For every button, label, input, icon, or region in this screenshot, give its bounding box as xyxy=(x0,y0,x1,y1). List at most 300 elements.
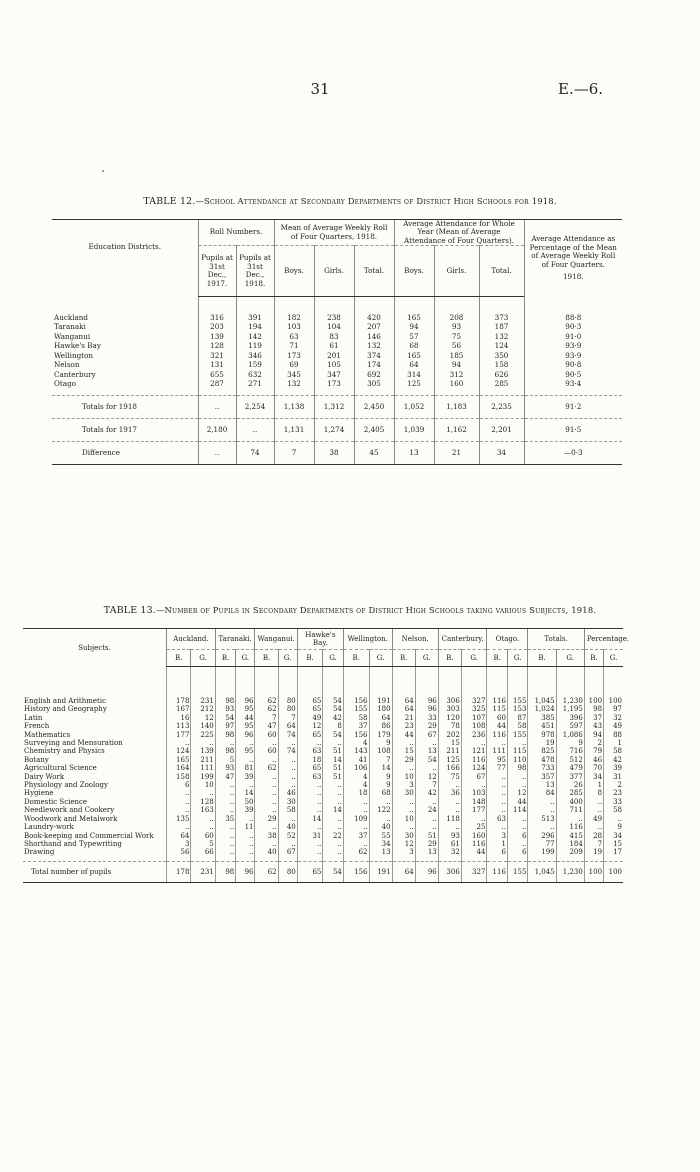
table13-cell: 98 xyxy=(215,747,236,755)
table12-cell: 374 xyxy=(354,351,394,361)
table13-subject-name: Botany xyxy=(24,755,49,764)
table12-number: TABLE 12. xyxy=(143,196,196,207)
table13-cell: 12 xyxy=(297,722,323,730)
table13-cell: 42 xyxy=(323,714,344,722)
table12-cell: 91·0 xyxy=(524,332,622,342)
table13-cell: 5 xyxy=(215,756,236,764)
table13-cell: 3 xyxy=(167,840,191,848)
table13-cell: 31 xyxy=(604,773,623,781)
table13-cell: .. xyxy=(255,773,278,781)
table13-girls-heading: G. xyxy=(604,650,623,667)
table13-cell: 285 xyxy=(556,789,584,797)
table12-cell: 345 xyxy=(274,370,314,380)
table13-cell: 32 xyxy=(438,848,461,861)
table12-cell: 208 xyxy=(434,297,479,323)
table12-cell: 346 xyxy=(236,351,274,361)
table12-cell: 314 xyxy=(394,370,434,380)
table13-cell: .. xyxy=(415,739,438,747)
table13-subject-name: Latin xyxy=(24,713,43,722)
table13-cell: 97 xyxy=(215,722,236,730)
table12-cell: —0·3 xyxy=(524,442,622,465)
table13-cell: 60 xyxy=(191,832,215,840)
table12-cell: 34 xyxy=(479,442,524,465)
table13-cell: 14 xyxy=(369,764,392,772)
table13-cell: 51 xyxy=(415,832,438,840)
table13-cell: 54 xyxy=(415,756,438,764)
table12-cell: 1,131 xyxy=(274,419,314,442)
table12-cell: 64 xyxy=(394,361,434,371)
table12-cell: 68 xyxy=(394,342,434,352)
table13-subject-name: Chemistry and Physics xyxy=(24,747,105,756)
table13-column-heading: Taranaki. xyxy=(215,629,255,650)
table13-cell: .. xyxy=(556,815,584,823)
table13-cell: 7 xyxy=(369,756,392,764)
table13-row-name xyxy=(23,731,167,739)
table13-cell: .. xyxy=(392,798,415,806)
table13-cell: 98 xyxy=(215,731,236,739)
table12-cell: 182 xyxy=(274,297,314,323)
table13-row xyxy=(23,789,623,797)
table13-total-cell: 1,045 xyxy=(528,861,556,882)
table13-cell: 74 xyxy=(278,747,297,755)
table12-row-name xyxy=(52,396,198,419)
table12-district-name: Wellington xyxy=(54,350,94,360)
table13-cell: .. xyxy=(438,781,461,789)
table13-total-cell: 116 xyxy=(487,861,508,882)
table13-row-name xyxy=(23,823,167,831)
table13-column-heading: Otago. xyxy=(487,629,528,650)
table13-cell: 153 xyxy=(507,705,528,713)
table13-cell: 121 xyxy=(461,747,487,755)
table12-cell: 692 xyxy=(354,370,394,380)
table13-cell: .. xyxy=(297,739,323,747)
table13-cell: 111 xyxy=(487,747,508,755)
table13-cell: .. xyxy=(584,823,603,831)
table12-cell: 2,254 xyxy=(236,396,274,419)
table12-cell: 13 xyxy=(394,442,434,465)
table12-cell: 1,312 xyxy=(314,396,354,419)
table13-cell: 8 xyxy=(584,789,603,797)
table13-cell: 40 xyxy=(369,823,392,831)
table13-cell: 236 xyxy=(461,731,487,739)
table13-total-cell: 65 xyxy=(297,861,323,882)
table12-district-name: Canterbury xyxy=(54,369,96,379)
table13-cell: .. xyxy=(415,823,438,831)
table13-cell: 8 xyxy=(323,722,344,730)
table13-cell: 93 xyxy=(215,705,236,713)
table13-cell: 17 xyxy=(604,848,623,861)
table13-cell: 29 xyxy=(392,756,415,764)
table13-total-cell: 64 xyxy=(392,861,415,882)
table12-row-name xyxy=(52,380,198,396)
table13-cell: .. xyxy=(297,781,323,789)
table13-girls-heading: G. xyxy=(369,650,392,667)
table13-row-name xyxy=(23,722,167,730)
table13-cell: 191 xyxy=(369,667,392,706)
table13-cell: 4 xyxy=(343,739,369,747)
table13-cell: 19 xyxy=(528,739,556,747)
table13-cell: 93 xyxy=(438,832,461,840)
table13-cell: 184 xyxy=(556,840,584,848)
table13-cell: 114 xyxy=(507,806,528,814)
table13-cell: 95 xyxy=(236,747,255,755)
table12-cell: 132 xyxy=(479,332,524,342)
table13-boys-heading: B. xyxy=(167,650,191,667)
table13-cell: 64 xyxy=(392,705,415,713)
table13-cell: 1,195 xyxy=(556,705,584,713)
table12-subheading: Boys. xyxy=(394,246,434,297)
table13-cell: .. xyxy=(528,806,556,814)
table13-cell: 2 xyxy=(604,781,623,789)
table13-cell: 32 xyxy=(604,714,623,722)
table13-cell: .. xyxy=(278,756,297,764)
table13-cell: 128 xyxy=(191,798,215,806)
table13-cell: 39 xyxy=(236,773,255,781)
table13-cell: 155 xyxy=(507,731,528,739)
table13-row-name xyxy=(23,815,167,823)
table13-cell: .. xyxy=(278,764,297,772)
table13-cell: 62 xyxy=(255,667,278,706)
table13-cell: 64 xyxy=(369,714,392,722)
table13-cell: 51 xyxy=(323,764,344,772)
table13-cell: .. xyxy=(487,781,508,789)
table13-cell: 108 xyxy=(369,747,392,755)
table13-cell: .. xyxy=(215,823,236,831)
table13-subject-name: Drawing xyxy=(24,848,55,857)
table13-cell: 6 xyxy=(507,848,528,861)
table13-subject-name: Mathematics xyxy=(24,730,71,739)
table13-cell: 9 xyxy=(556,739,584,747)
table13-total-cell: 96 xyxy=(415,861,438,882)
table12-cell: 7 xyxy=(274,442,314,465)
table13-row-name xyxy=(23,705,167,713)
table13-total-row xyxy=(23,861,623,882)
table12-cell: 63 xyxy=(274,332,314,342)
table12-district-name: Nelson xyxy=(54,360,80,370)
table13-cell: 52 xyxy=(278,832,297,840)
table13-cell: 385 xyxy=(528,714,556,722)
table13-cell: 60 xyxy=(255,747,278,755)
table13-cell: 31 xyxy=(297,832,323,840)
table13-cell: 60 xyxy=(487,714,508,722)
table12-cell: 57 xyxy=(394,332,434,342)
table12-cell: 61 xyxy=(314,342,354,352)
table12-cell: 91·5 xyxy=(524,419,622,442)
table13-cell: 116 xyxy=(461,840,487,848)
table13-row xyxy=(23,722,623,730)
table12-cell: 90·3 xyxy=(524,323,622,333)
table13-cell: 94 xyxy=(584,731,603,739)
table13-cell: 733 xyxy=(528,764,556,772)
table12-cell: 94 xyxy=(434,361,479,371)
table13-column-heading: Hawke's Bay. xyxy=(297,629,343,650)
table13-subject-name: Laundry-work xyxy=(24,823,74,832)
table13-cell: 65 xyxy=(297,705,323,713)
table13-cell: 98 xyxy=(507,764,528,772)
table12-cell: 146 xyxy=(354,332,394,342)
table13-cell: .. xyxy=(236,815,255,823)
table13-cell: .. xyxy=(343,806,369,814)
table13-cell: .. xyxy=(297,840,323,848)
table13-cell: 63 xyxy=(297,773,323,781)
table13-cell: 25 xyxy=(461,823,487,831)
table13-subject-name: Woodwork and Metalwork xyxy=(24,814,118,823)
table13-cell: .. xyxy=(297,798,323,806)
table13-row xyxy=(23,739,623,747)
table13-cell: 70 xyxy=(584,764,603,772)
table13-cell: 47 xyxy=(215,773,236,781)
table13-number: TABLE 13. xyxy=(103,605,156,616)
table12-row xyxy=(52,342,622,352)
table13-cell: 160 xyxy=(461,832,487,840)
table12-cell: 316 xyxy=(198,297,236,323)
table12-cell: 285 xyxy=(479,380,524,396)
table13-cell: .. xyxy=(528,823,556,831)
table13-cell: 44 xyxy=(507,798,528,806)
table13-cell: .. xyxy=(507,815,528,823)
table12-cell: 347 xyxy=(314,370,354,380)
table13-cell: 140 xyxy=(191,722,215,730)
table13-row xyxy=(23,848,623,861)
table13-cell: .. xyxy=(167,739,191,747)
table13-cell: 231 xyxy=(191,667,215,706)
table13-cell: .. xyxy=(215,840,236,848)
table12-cell: 93·9 xyxy=(524,342,622,352)
table13-cell: 84 xyxy=(528,789,556,797)
table13-cell: 58 xyxy=(507,722,528,730)
table12-cell: 90·5 xyxy=(524,370,622,380)
table13-cell: 14 xyxy=(297,815,323,823)
table13-cell: .. xyxy=(461,815,487,823)
table13-cell: 37 xyxy=(343,722,369,730)
table13-cell: .. xyxy=(278,840,297,848)
table13-cell: 61 xyxy=(438,840,461,848)
table12-mean-heading: Mean of Average Weekly Roll of Four Quarters, 1918. xyxy=(274,220,394,246)
table13-total-label: Total number of pupils xyxy=(31,867,112,876)
table13-cell: 10 xyxy=(392,773,415,781)
table13-row xyxy=(23,705,623,713)
table13-total-cell: 100 xyxy=(604,861,623,882)
table13-cell: 29 xyxy=(415,722,438,730)
table13-cell: 54 xyxy=(215,714,236,722)
table13-girls-heading: G. xyxy=(191,650,215,667)
table13-row xyxy=(23,840,623,848)
table13-cell: 451 xyxy=(528,722,556,730)
table12-cell: 45 xyxy=(354,442,394,465)
table12-cell: 93·4 xyxy=(524,380,622,396)
table13-cell: 95 xyxy=(236,705,255,713)
table13-cell: 65 xyxy=(297,764,323,772)
table13-cell: 6 xyxy=(507,832,528,840)
table12-cell: 125 xyxy=(394,380,434,396)
table13-row xyxy=(23,815,623,823)
table12-cell: 139 xyxy=(198,332,236,342)
table13-cell: 716 xyxy=(556,747,584,755)
table13-subject-name: Domestic Science xyxy=(24,797,88,806)
table13-cell: 158 xyxy=(167,773,191,781)
table13-cell: 1,045 xyxy=(528,667,556,706)
stray-mark xyxy=(102,170,104,172)
table13-cell: .. xyxy=(255,798,278,806)
table13-cell: 11 xyxy=(236,823,255,831)
table13-cell: 100 xyxy=(604,667,623,706)
table12-cell: 194 xyxy=(236,323,274,333)
table13-cell: 44 xyxy=(236,714,255,722)
table13-cell: .. xyxy=(487,806,508,814)
table13-cell: 400 xyxy=(556,798,584,806)
table12-cell: 1,138 xyxy=(274,396,314,419)
table13-column-heading: Canterbury. xyxy=(438,629,487,650)
table13-cell: 7 xyxy=(584,840,603,848)
table12 xyxy=(52,219,622,465)
page-number: 31 xyxy=(310,80,330,98)
table13-cell: 124 xyxy=(167,747,191,755)
table13-cell: 98 xyxy=(584,705,603,713)
table12-cell: 119 xyxy=(236,342,274,352)
table13-girls-heading: G. xyxy=(461,650,487,667)
table13-cell: 199 xyxy=(528,848,556,861)
table12-cell: 2,180 xyxy=(198,419,236,442)
table13-cell: 54 xyxy=(323,731,344,739)
table13-cell: .. xyxy=(323,781,344,789)
table13-cell: .. xyxy=(343,798,369,806)
table12-cell: 632 xyxy=(236,370,274,380)
table12-cell: 350 xyxy=(479,351,524,361)
table13-cell: 202 xyxy=(438,731,461,739)
table12-avg-heading: Average Attendance for Whole Year (Mean of Average Attendance of Four Quarters). xyxy=(394,220,524,246)
table13-total-cell: 62 xyxy=(255,861,278,882)
table13-column-heading: Percentage. xyxy=(584,629,623,650)
table13-cell: 357 xyxy=(528,773,556,781)
table13-cell: 58 xyxy=(604,806,623,814)
table13-cell: 100 xyxy=(584,667,603,706)
table13-cell: 1 xyxy=(604,739,623,747)
table13-cell: 54 xyxy=(323,705,344,713)
table13-cell: .. xyxy=(604,815,623,823)
table13-cell: 306 xyxy=(438,667,461,706)
table13-cell: .. xyxy=(215,789,236,797)
table13-cell: 62 xyxy=(255,764,278,772)
table12-pct-heading xyxy=(524,220,622,297)
table13-cell: .. xyxy=(323,823,344,831)
table13-row xyxy=(23,747,623,755)
table13-cell: 81 xyxy=(236,764,255,772)
table12-cell: 312 xyxy=(434,370,479,380)
table12-subheading: Total. xyxy=(354,246,394,297)
table13-cell: 13 xyxy=(528,781,556,789)
table12-cell: 128 xyxy=(198,342,236,352)
table13-cell: .. xyxy=(297,848,323,861)
table12-cell: 201 xyxy=(314,351,354,361)
table13-cell: 597 xyxy=(556,722,584,730)
table12-row-name xyxy=(52,442,198,465)
table13-cell: 479 xyxy=(556,764,584,772)
table13-row xyxy=(23,773,623,781)
table13-girls-heading: G. xyxy=(556,650,584,667)
table13-cell: .. xyxy=(528,798,556,806)
table13-row xyxy=(23,764,623,772)
table13-cell: 513 xyxy=(528,815,556,823)
table13-boys-heading: B. xyxy=(438,650,461,667)
table13-row xyxy=(23,667,623,706)
table13-cell: 179 xyxy=(369,731,392,739)
table13-cell: 7 xyxy=(255,714,278,722)
table13-boys-heading: B. xyxy=(392,650,415,667)
table13-cell: .. xyxy=(415,764,438,772)
table12-cell: 56 xyxy=(434,342,479,352)
table13-cell: 177 xyxy=(461,806,487,814)
table12-roll-heading: Roll Numbers. xyxy=(198,220,274,246)
table12-cell: 626 xyxy=(479,370,524,380)
table12-district-name: Wanganui xyxy=(54,331,91,341)
table12-pct-heading-text: Average Attendance as Percentage of the Mean of Average Weekly Roll of Four Quarters. xyxy=(529,234,617,269)
table13-cell: 37 xyxy=(584,714,603,722)
table13-cell: 1,230 xyxy=(556,667,584,706)
table13-cell: .. xyxy=(167,789,191,797)
table13-cell: 12 xyxy=(415,773,438,781)
table13-cell: .. xyxy=(343,823,369,831)
table13-cell: 13 xyxy=(369,848,392,861)
table13-cell: 58 xyxy=(278,806,297,814)
table13-cell: 46 xyxy=(584,756,603,764)
table12-cell: 91·2 xyxy=(524,396,622,419)
table13-cell: 44 xyxy=(461,848,487,861)
table13-cell: 60 xyxy=(255,731,278,739)
table13-row xyxy=(23,832,623,840)
table13-cell: 155 xyxy=(343,705,369,713)
table13-cell: .. xyxy=(507,840,528,848)
table13-cell: .. xyxy=(236,840,255,848)
table13-cell: 711 xyxy=(556,806,584,814)
table13-cell: .. xyxy=(343,840,369,848)
table12-cell: .. xyxy=(236,419,274,442)
table13-cell: 2 xyxy=(584,739,603,747)
table13-cell: 211 xyxy=(438,747,461,755)
table13-cell: .. xyxy=(236,781,255,789)
table12-cell: 103 xyxy=(274,323,314,333)
table13-girls-heading: G. xyxy=(236,650,255,667)
table12-cell: 90·8 xyxy=(524,361,622,371)
table12-cell: 71 xyxy=(274,342,314,352)
table13-cell: 124 xyxy=(461,764,487,772)
table13-boys-heading: B. xyxy=(297,650,323,667)
table13-total-cell: 100 xyxy=(584,861,603,882)
table13-cell: 58 xyxy=(604,747,623,755)
table13-subject-name: Hygiene xyxy=(24,789,54,798)
table12-cell: 321 xyxy=(198,351,236,361)
table13-cell: 29 xyxy=(255,815,278,823)
table13-cell: 77 xyxy=(528,840,556,848)
table13-cell: 50 xyxy=(236,798,255,806)
table13-cell: .. xyxy=(323,798,344,806)
table12-cell: 142 xyxy=(236,332,274,342)
table13-cell: 68 xyxy=(369,789,392,797)
table13-cell: 180 xyxy=(369,705,392,713)
table13-cell: .. xyxy=(438,806,461,814)
table13-cell: 1,024 xyxy=(528,705,556,713)
table13-cell: 96 xyxy=(415,705,438,713)
table12-cell: 2,405 xyxy=(354,419,394,442)
table13-cell: 77 xyxy=(487,764,508,772)
table12-cell: .. xyxy=(198,396,236,419)
table13-cell: 51 xyxy=(323,773,344,781)
table13-cell: 148 xyxy=(461,798,487,806)
table12-cell: 203 xyxy=(198,323,236,333)
table13-cell: .. xyxy=(191,823,215,831)
table12-subheading: Girls. xyxy=(314,246,354,297)
table13-cell: .. xyxy=(415,815,438,823)
table13-cell: 12 xyxy=(507,789,528,797)
